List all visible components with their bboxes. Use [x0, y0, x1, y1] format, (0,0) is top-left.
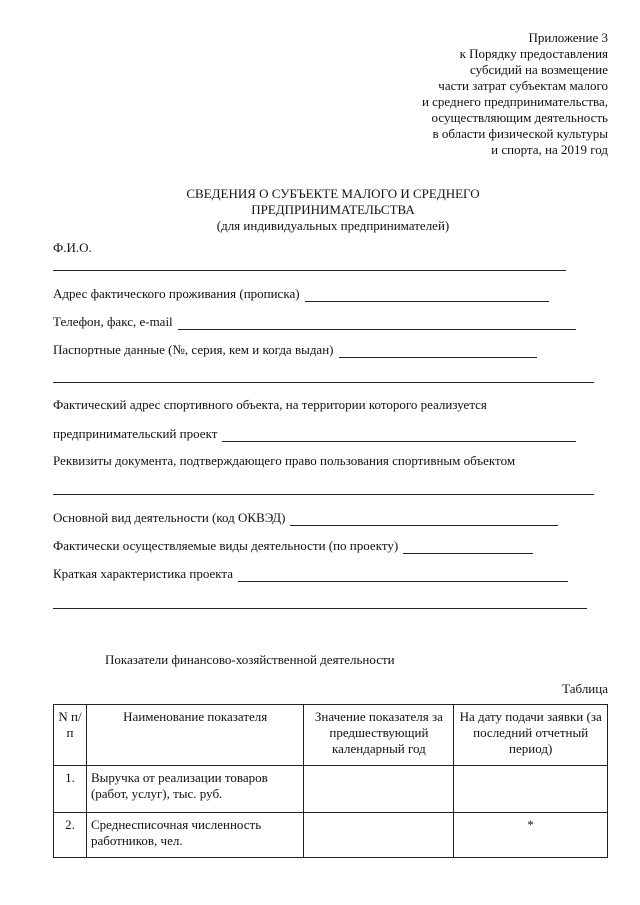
sport-object-label-2: предпринимательский проект: [53, 426, 218, 441]
row-prev-value[interactable]: [304, 766, 454, 813]
main-activity-label: Основной вид деятельности (код ОКВЭД): [53, 510, 286, 525]
project-input-line[interactable]: [238, 569, 568, 582]
appendix-line: и спорта, на 2019 год: [491, 142, 608, 157]
table-row: [54, 766, 608, 813]
header-current: На дату подачи заявки (за последний отчетный период): [454, 705, 608, 766]
main-activity-input-line[interactable]: [290, 513, 558, 526]
phone-label: Телефон, факс, e-mail: [53, 314, 173, 329]
header-name: Наименование показателя: [86, 705, 304, 766]
passport-input-line-2[interactable]: [53, 382, 594, 383]
indicators-table: [53, 704, 608, 858]
appendix-line: к Порядку предоставления: [459, 46, 608, 61]
header-num: N п/п: [54, 705, 87, 766]
sport-object-input-line[interactable]: [222, 429, 576, 442]
row-prev-value[interactable]: [304, 813, 454, 858]
table-header-row: [54, 705, 608, 766]
phone-input-line[interactable]: [178, 317, 576, 330]
address-field: [53, 286, 549, 302]
table-caption: Таблица: [562, 681, 608, 696]
table-row: [54, 813, 608, 858]
passport-input-line[interactable]: [339, 345, 537, 358]
appendix-line: и среднего предпринимательства,: [421, 94, 608, 109]
actual-activities-input-line[interactable]: [403, 541, 533, 554]
project-label: Краткая характеристика проекта: [53, 566, 234, 581]
appendix-line: в области физической культуры: [432, 126, 608, 141]
document-label: Реквизиты документа, подтверждающего право пользования спортивным объектом: [53, 453, 516, 468]
appendix-line: субсидий на возмещение: [470, 62, 608, 77]
document-input-line[interactable]: [53, 494, 594, 495]
appendix-header: [308, 30, 608, 158]
row-current-value[interactable]: [454, 766, 608, 813]
title-line: СВЕДЕНИЯ О СУБЪЕКТЕ МАЛОГО И СРЕДНЕГО: [186, 186, 480, 201]
phone-field: [53, 314, 576, 330]
title-line: ПРЕДПРИНИМАТЕЛЬСТВА: [251, 202, 415, 217]
document-title: [0, 186, 640, 234]
sport-object-field: [53, 397, 487, 413]
address-input-line[interactable]: [305, 289, 549, 302]
row-num: 1.: [54, 766, 87, 813]
appendix-line: Приложение 3: [528, 30, 608, 45]
project-field: [53, 566, 568, 582]
row-current-value[interactable]: *: [454, 813, 608, 858]
section-caption: Показатели финансово-хозяйственной деятельности: [105, 652, 395, 667]
row-num: 2.: [54, 813, 87, 858]
header-prev: Значение показателя за предшествующий календарный год: [304, 705, 454, 766]
fio-input-line[interactable]: [53, 270, 566, 271]
row-name: Среднесписочная численность работников, чел.: [86, 813, 304, 858]
title-subtitle: (для индивидуальных предпринимателей): [216, 218, 450, 233]
sport-object-label: Фактический адрес спортивного объекта, на территории которого реализуется: [53, 397, 487, 412]
actual-activities-label: Фактически осуществляемые виды деятельности (по проекту): [53, 538, 399, 553]
fio-label: Ф.И.О.: [53, 240, 92, 255]
appendix-line: части затрат субъектам малого: [438, 78, 608, 93]
actual-activities-field: [53, 538, 533, 554]
sport-object-field-2: [53, 426, 576, 442]
project-input-line-2[interactable]: [53, 608, 587, 609]
address-label: Адрес фактического проживания (прописка): [53, 286, 300, 301]
passport-label: Паспортные данные (№, серия, кем и когда выдан): [53, 342, 334, 357]
row-name: Выручка от реализации товаров (работ, услуг), тыс. руб.: [86, 766, 304, 813]
document-field: [53, 453, 515, 469]
appendix-line: осуществляющим деятельность: [431, 110, 608, 125]
passport-field: [53, 342, 537, 358]
main-activity-field: [53, 510, 558, 526]
